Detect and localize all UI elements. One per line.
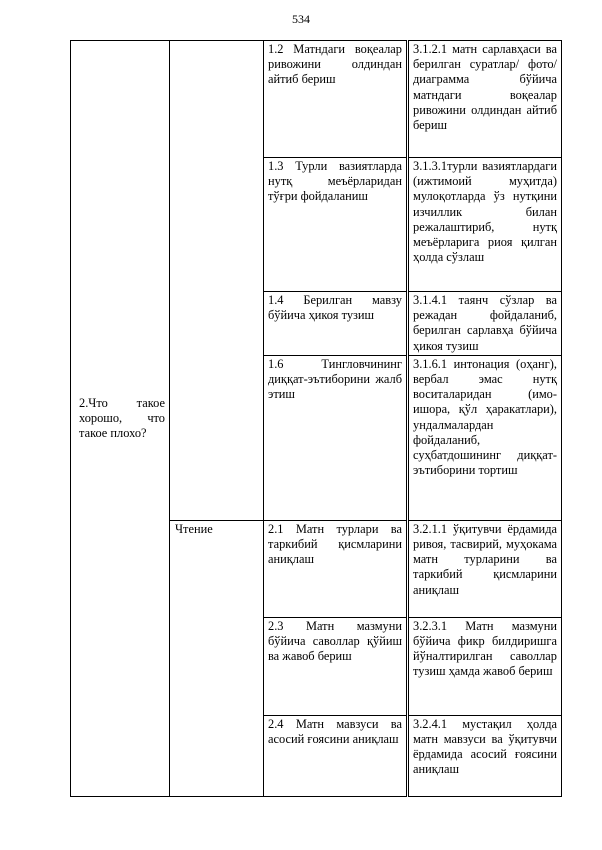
- outcome-cell: 3.1.6.1 интонация (оҳанг), вербал эмас нутқ воситаларидан (имо-ишора, қўл ҳаракатлари), ундалмалардан фойдаланиб, суҳбатдошининг диққат-эътиборини тортиш: [408, 355, 562, 520]
- outcome-cell: 3.2.1.1 ўқитувчи ёрдамида ривоя, тасвирий, муҳокама матн турларини ва таркибий қисмларини аниқлаш: [408, 520, 562, 617]
- group-cell: Чтение: [170, 520, 264, 796]
- objective-cell: 1.4 Берилган мавзу бўйича ҳикоя тузиш: [264, 292, 408, 356]
- outcome-cell: 3.1.3.1турли вазиятлардаги (ижтимоий муҳитда) мулоқотларда ўз нутқини изчиллик билан режалаштириб, нутқ меъёрларига риоя қилган ҳолда сўзлаш: [408, 158, 562, 292]
- objective-cell: 1.6 Тингловчининг диққат-эътиборини жалб этиш: [264, 355, 408, 520]
- page-number: 534: [292, 12, 310, 26]
- group-cell: [170, 41, 264, 521]
- objective-cell: 1.3 Турли вазиятларда нутқ меъёрларидан тўғри фойдаланиш: [264, 158, 408, 292]
- outcome-cell: 3.2.3.1 Матн мазмуни бўйича фикр билдиришга йўналтирилган саволлар тузиш ҳамда жавоб бериш: [408, 617, 562, 715]
- outcome-cell: 3.2.4.1 мустақил ҳолда матн мавзуси ва ўқитувчи ёрдамида асосий ғоясини аниқлаш: [408, 715, 562, 796]
- objective-cell: 2.4 Матн мавзуси ва асосий ғоясини аниқлаш: [264, 715, 408, 796]
- outcome-cell: 3.1.2.1 матн сарлавҳаси ва берилган суратлар/ фото/ диаграмма бўйича матндаги воқеалар ривожини олдиндан айтиб бериш: [408, 41, 562, 158]
- objective-cell: 2.1 Матн турлари ва таркибий қисмларини аниқлаш: [264, 520, 408, 617]
- objective-cell: 1.2 Матндаги воқеалар ривожини олдиндан айтиб бериш: [264, 41, 408, 158]
- objective-cell: 2.3 Матн мазмуни бўйича саволлар қўйиш ва жавоб бериш: [264, 617, 408, 715]
- section-cell: 2.Что такое хорошо, что такое плохо?: [71, 41, 170, 797]
- curriculum-table: [70, 40, 562, 797]
- outcome-cell: 3.1.4.1 таянч сўзлар ва режадан фойдаланиб, берилган сарлавҳа бўйича ҳикоя тузиш: [408, 292, 562, 356]
- table-row: [71, 41, 562, 158]
